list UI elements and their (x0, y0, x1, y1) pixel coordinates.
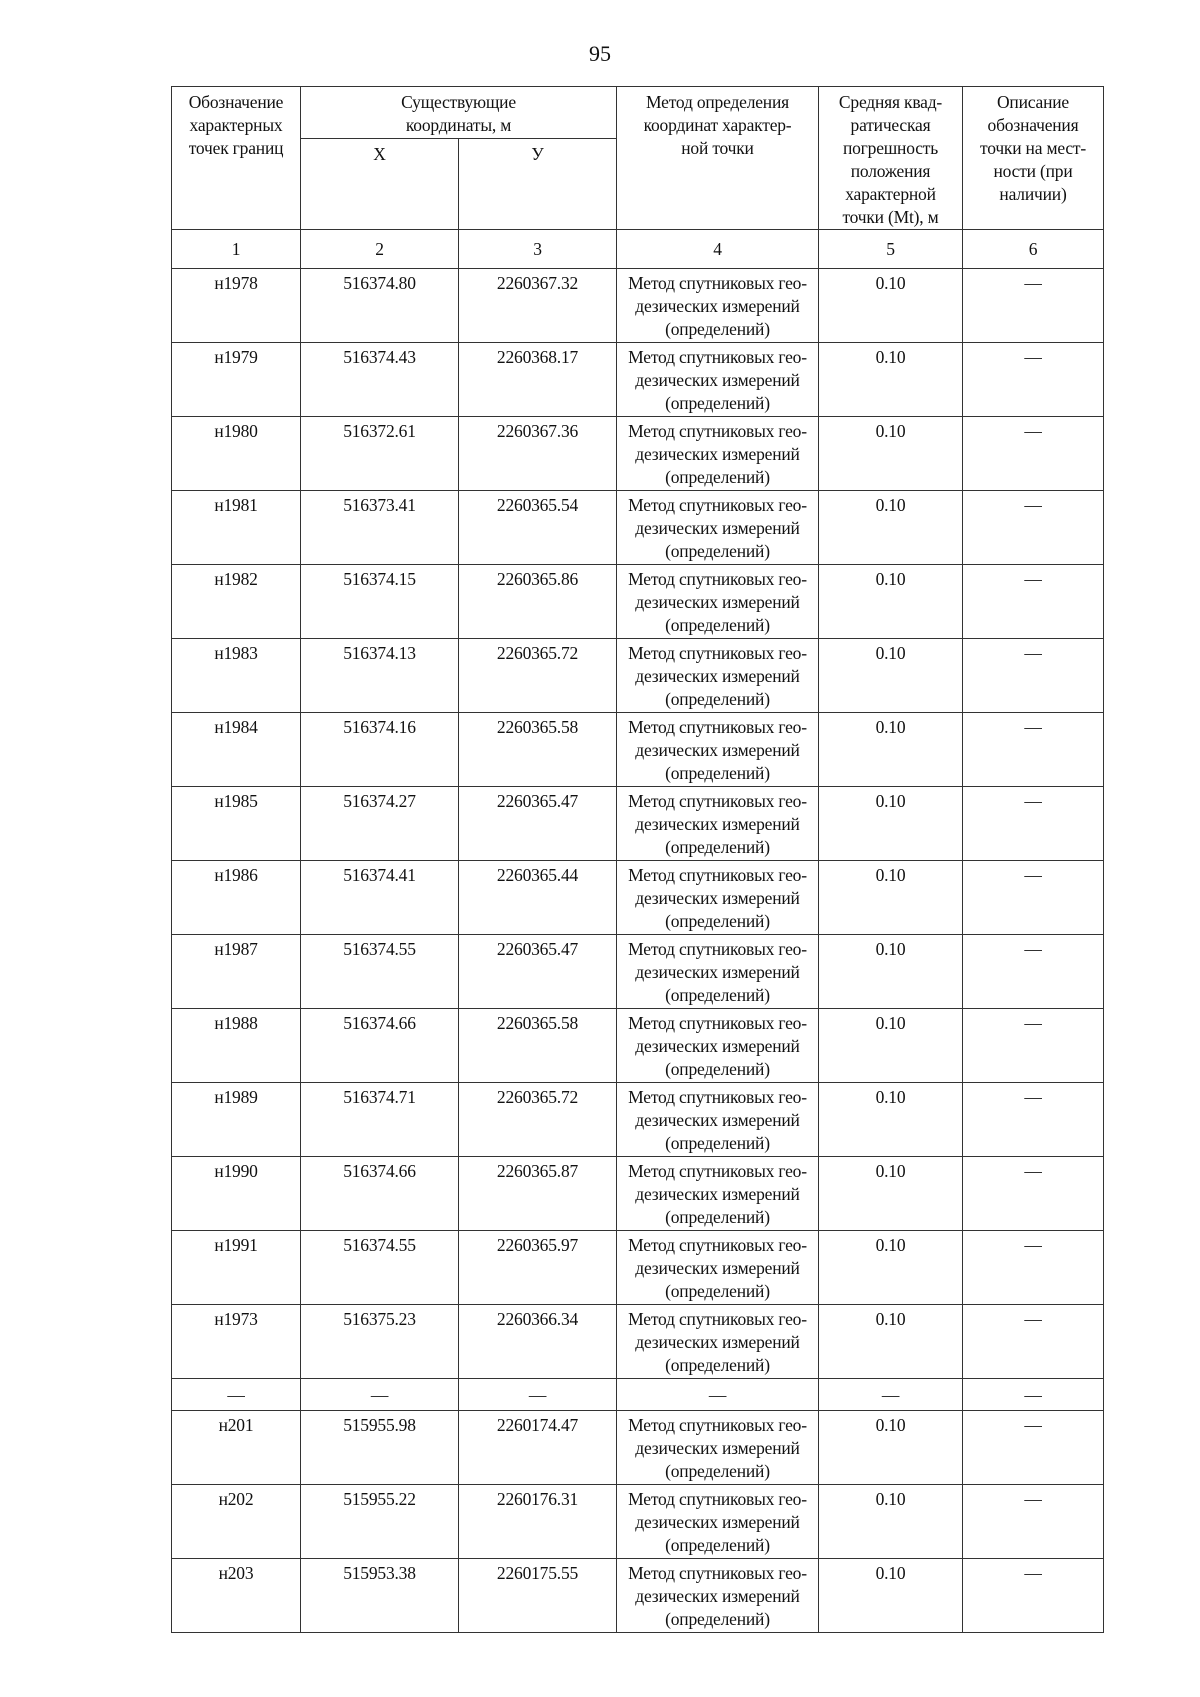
point-description: — (963, 1559, 1104, 1633)
method-cell (617, 1559, 819, 1633)
column-number: 2 (301, 230, 459, 269)
y-coordinate: 2260365.72 (459, 1083, 617, 1157)
x-coordinate: 516374.80 (301, 269, 459, 343)
method-line: (определений) (665, 615, 770, 635)
method-line: (определений) (665, 1609, 770, 1629)
mean-square-error: 0.10 (819, 269, 963, 343)
y-coordinate: 2260365.44 (459, 861, 617, 935)
page-number: 95 (589, 41, 611, 66)
point-designation: н1983 (172, 639, 301, 713)
mean-square-error: 0.10 (819, 565, 963, 639)
point-designation: н1984 (172, 713, 301, 787)
point-description: — (963, 417, 1104, 491)
method-line: дезических измерений (635, 1184, 800, 1204)
point-description: — (963, 861, 1104, 935)
method-line: дезических измерений (635, 1258, 800, 1278)
header-point-designation: Обозначение характерных точек границ (172, 87, 301, 230)
y-coordinate: 2260365.97 (459, 1231, 617, 1305)
method-cell (617, 1485, 819, 1559)
mean-square-error: 0.10 (819, 787, 963, 861)
point-description: — (963, 713, 1104, 787)
method-cell (617, 787, 819, 861)
method-line: Метод спутниковых гео- (628, 347, 807, 367)
method-cell (617, 1411, 819, 1485)
x-coordinate: 516375.23 (301, 1305, 459, 1379)
method-line: дезических измерений (635, 1332, 800, 1352)
table-row (172, 1083, 1104, 1157)
column-number: 5 (819, 230, 963, 269)
x-coordinate: 516373.41 (301, 491, 459, 565)
point-designation: н1980 (172, 417, 301, 491)
method-line: дезических измерений (635, 1512, 800, 1532)
table-row (172, 491, 1104, 565)
method-cell (617, 1009, 819, 1083)
x-coordinate: 516374.41 (301, 861, 459, 935)
method-line: Метод спутниковых гео- (628, 569, 807, 589)
point-designation: н1988 (172, 1009, 301, 1083)
method-line: (определений) (665, 1133, 770, 1153)
point-designation: н1987 (172, 935, 301, 1009)
method-line: дезических измерений (635, 370, 800, 390)
method-line: Метод спутниковых гео- (628, 273, 807, 293)
x-coordinate: 516372.61 (301, 417, 459, 491)
method-line: (определений) (665, 393, 770, 413)
y-coordinate: 2260365.54 (459, 491, 617, 565)
y-coordinate: 2260368.17 (459, 343, 617, 417)
point-description: — (963, 1305, 1104, 1379)
method-line: Метод спутниковых гео- (628, 421, 807, 441)
point-description: — (963, 565, 1104, 639)
method-line: Метод спутниковых гео- (628, 791, 807, 811)
y-coordinate: 2260174.47 (459, 1411, 617, 1485)
method-line: (определений) (665, 985, 770, 1005)
method-line: дезических измерений (635, 1586, 800, 1606)
point-description: — (963, 343, 1104, 417)
point-description: — (963, 639, 1104, 713)
method-line: (определений) (665, 1059, 770, 1079)
header-existing-coordinates: Существующие координаты, м (301, 87, 617, 139)
method-line: (определений) (665, 467, 770, 487)
column-number: 1 (172, 230, 301, 269)
table-row (172, 417, 1104, 491)
method-line: Метод спутниковых гео- (628, 495, 807, 515)
y-coordinate: 2260365.47 (459, 935, 617, 1009)
mean-square-error: 0.10 (819, 861, 963, 935)
table-row (172, 787, 1104, 861)
method-line: дезических измерений (635, 1110, 800, 1130)
x-coordinate: 516374.66 (301, 1157, 459, 1231)
y-coordinate: 2260365.87 (459, 1157, 617, 1231)
mean-square-error: 0.10 (819, 491, 963, 565)
mean-square-error: 0.10 (819, 1485, 963, 1559)
x-coordinate: 516374.13 (301, 639, 459, 713)
header-x: X (301, 139, 459, 230)
table-row (172, 1231, 1104, 1305)
y-coordinate: 2260365.58 (459, 1009, 617, 1083)
mean-square-error: 0.10 (819, 713, 963, 787)
method-line: дезических измерений (635, 296, 800, 316)
method-line: (определений) (665, 763, 770, 783)
method-line: Метод спутниковых гео- (628, 1415, 807, 1435)
method-line: (определений) (665, 689, 770, 709)
point-description: — (963, 269, 1104, 343)
point-description: — (963, 1411, 1104, 1485)
method-line: Метод спутниковых гео- (628, 1309, 807, 1329)
point-description: — (963, 1009, 1104, 1083)
header-mean-square-error: Средняя квад- ратическая погрешность положения характерной точки (Mt), м (819, 87, 963, 230)
y-coordinate: 2260365.72 (459, 639, 617, 713)
method-line: Метод спутниковых гео- (628, 1161, 807, 1181)
mean-square-error: 0.10 (819, 1157, 963, 1231)
method-line: (определений) (665, 911, 770, 931)
method-line: дезических измерений (635, 444, 800, 464)
mean-square-error: 0.10 (819, 1559, 963, 1633)
mean-square-error: 0.10 (819, 1305, 963, 1379)
method-cell (617, 491, 819, 565)
method-line: (определений) (665, 1207, 770, 1227)
method-line: (определений) (665, 541, 770, 561)
method-cell (617, 565, 819, 639)
method-cell (617, 343, 819, 417)
separator-dash: — (459, 1379, 617, 1411)
table-row (172, 713, 1104, 787)
table-row (172, 1485, 1104, 1559)
point-designation: н1979 (172, 343, 301, 417)
method-cell (617, 1157, 819, 1231)
header-y: У (459, 139, 617, 230)
mean-square-error: 0.10 (819, 1009, 963, 1083)
method-cell (617, 1305, 819, 1379)
method-cell (617, 1083, 819, 1157)
separator-dash: — (172, 1379, 301, 1411)
x-coordinate: 516374.15 (301, 565, 459, 639)
mean-square-error: 0.10 (819, 639, 963, 713)
point-description: — (963, 1485, 1104, 1559)
method-line: дезических измерений (635, 1438, 800, 1458)
x-coordinate: 516374.27 (301, 787, 459, 861)
table-body (172, 269, 1104, 1633)
method-cell (617, 417, 819, 491)
point-designation: н1989 (172, 1083, 301, 1157)
method-line: Метод спутниковых гео- (628, 643, 807, 663)
method-line: Метод спутниковых гео- (628, 1013, 807, 1033)
separator-dash: — (617, 1379, 819, 1411)
point-designation: н1991 (172, 1231, 301, 1305)
point-designation: н1990 (172, 1157, 301, 1231)
point-designation: н1982 (172, 565, 301, 639)
method-line: Метод спутниковых гео- (628, 1235, 807, 1255)
separator-dash: — (301, 1379, 459, 1411)
point-designation: н1985 (172, 787, 301, 861)
y-coordinate: 2260367.32 (459, 269, 617, 343)
point-description: — (963, 491, 1104, 565)
method-cell (617, 639, 819, 713)
y-coordinate: 2260175.55 (459, 1559, 617, 1633)
table-row (172, 1305, 1104, 1379)
point-designation: н202 (172, 1485, 301, 1559)
method-line: дезических измерений (635, 518, 800, 538)
method-line: (определений) (665, 1355, 770, 1375)
separator-dash: — (819, 1379, 963, 1411)
method-line: Метод спутниковых гео- (628, 939, 807, 959)
y-coordinate: 2260365.86 (459, 565, 617, 639)
column-number: 4 (617, 230, 819, 269)
column-number: 3 (459, 230, 617, 269)
point-designation: н1973 (172, 1305, 301, 1379)
method-line: Метод спутниковых гео- (628, 1087, 807, 1107)
y-coordinate: 2260365.47 (459, 787, 617, 861)
mean-square-error: 0.10 (819, 417, 963, 491)
table-row (172, 861, 1104, 935)
x-coordinate: 515953.38 (301, 1559, 459, 1633)
y-coordinate: 2260176.31 (459, 1485, 617, 1559)
x-coordinate: 516374.16 (301, 713, 459, 787)
separator-dash: — (963, 1379, 1104, 1411)
mean-square-error: 0.10 (819, 1231, 963, 1305)
y-coordinate: 2260367.36 (459, 417, 617, 491)
point-description: — (963, 1231, 1104, 1305)
method-line: (определений) (665, 1535, 770, 1555)
table-row (172, 1157, 1104, 1231)
header-description: Описание обозначения точки на мест- ности (при наличии) (963, 87, 1104, 230)
method-line: Метод спутниковых гео- (628, 1563, 807, 1583)
method-line: (определений) (665, 1281, 770, 1301)
point-designation: н1978 (172, 269, 301, 343)
method-line: дезических измерений (635, 592, 800, 612)
column-numbers-row (172, 230, 1104, 269)
x-coordinate: 516374.55 (301, 935, 459, 1009)
point-designation: н201 (172, 1411, 301, 1485)
header-method: Метод определения координат характер- ной точки (617, 87, 819, 230)
x-coordinate: 515955.22 (301, 1485, 459, 1559)
table-header (172, 87, 1104, 269)
table-row (172, 343, 1104, 417)
point-description: — (963, 935, 1104, 1009)
x-coordinate: 516374.71 (301, 1083, 459, 1157)
point-designation: н1981 (172, 491, 301, 565)
coordinates-table (171, 86, 1104, 1633)
method-line: дезических измерений (635, 666, 800, 686)
method-cell (617, 861, 819, 935)
separator-row (172, 1379, 1104, 1411)
y-coordinate: 2260366.34 (459, 1305, 617, 1379)
mean-square-error: 0.10 (819, 935, 963, 1009)
point-designation: н1986 (172, 861, 301, 935)
point-description: — (963, 1157, 1104, 1231)
method-line: Метод спутниковых гео- (628, 717, 807, 737)
point-description: — (963, 787, 1104, 861)
method-cell (617, 935, 819, 1009)
table-row (172, 1411, 1104, 1485)
x-coordinate: 515955.98 (301, 1411, 459, 1485)
table-row (172, 565, 1104, 639)
method-line: Метод спутниковых гео- (628, 865, 807, 885)
table-row (172, 639, 1104, 713)
method-line: (определений) (665, 1461, 770, 1481)
mean-square-error: 0.10 (819, 1083, 963, 1157)
table-row (172, 1009, 1104, 1083)
table-row (172, 269, 1104, 343)
method-line: (определений) (665, 319, 770, 339)
method-line: дезических измерений (635, 962, 800, 982)
method-line: дезических измерений (635, 888, 800, 908)
x-coordinate: 516374.55 (301, 1231, 459, 1305)
point-designation: н203 (172, 1559, 301, 1633)
method-cell (617, 269, 819, 343)
method-line: дезических измерений (635, 740, 800, 760)
method-cell (617, 1231, 819, 1305)
method-cell (617, 713, 819, 787)
mean-square-error: 0.10 (819, 1411, 963, 1485)
method-line: Метод спутниковых гео- (628, 1489, 807, 1509)
x-coordinate: 516374.43 (301, 343, 459, 417)
method-line: дезических измерений (635, 814, 800, 834)
column-number: 6 (963, 230, 1104, 269)
method-line: (определений) (665, 837, 770, 857)
x-coordinate: 516374.66 (301, 1009, 459, 1083)
method-line: дезических измерений (635, 1036, 800, 1056)
table-row (172, 1559, 1104, 1633)
table-row (172, 935, 1104, 1009)
y-coordinate: 2260365.58 (459, 713, 617, 787)
point-description: — (963, 1083, 1104, 1157)
mean-square-error: 0.10 (819, 343, 963, 417)
